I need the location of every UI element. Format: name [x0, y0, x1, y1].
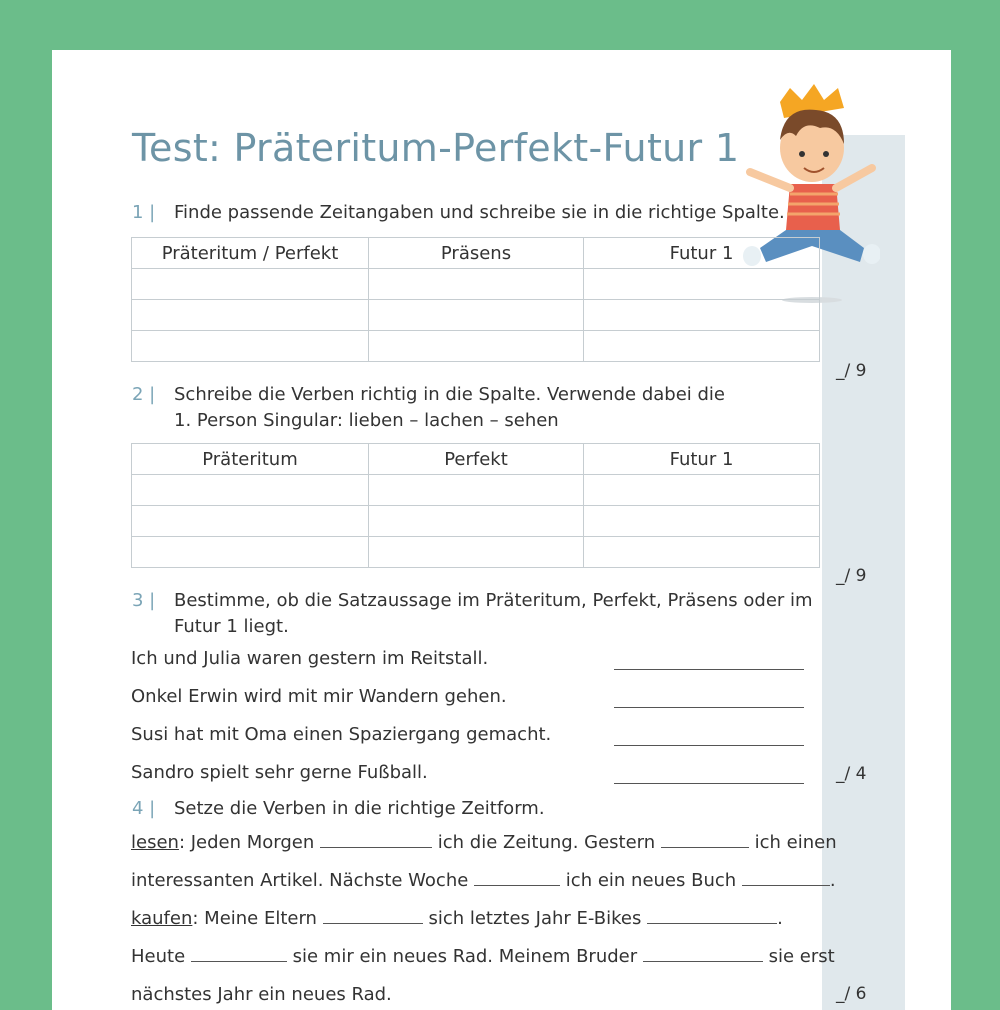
blank-field[interactable] [643, 947, 763, 962]
answer-cell[interactable] [584, 475, 820, 506]
blank-field[interactable] [191, 947, 287, 962]
answer-cell[interactable] [369, 475, 584, 506]
fill-line-2 [131, 870, 836, 891]
table-row [132, 475, 820, 506]
answer-cell[interactable] [584, 300, 820, 331]
answer-cell[interactable] [369, 506, 584, 537]
text-segment: sich letztes Jahr E-Bikes [428, 908, 642, 929]
answer-line[interactable] [614, 668, 804, 670]
task-text: Finde passende Zeitangaben und schreibe sie in die richtige Spalte. [174, 202, 785, 223]
answer-cell[interactable] [132, 506, 369, 537]
answer-cell[interactable] [369, 300, 584, 331]
text-segment: sie erst [768, 946, 835, 967]
task-text: Bestimme, ob die Satzaussage im Präteritum, Perfekt, Präsens oder im [174, 590, 813, 611]
blank-field[interactable] [474, 871, 560, 886]
text-segment: ich ein neues Buch [565, 870, 737, 891]
blank-field[interactable] [742, 871, 830, 886]
answer-line[interactable] [614, 706, 804, 708]
text-segment: : Meine Eltern [192, 908, 317, 929]
answer-cell[interactable] [584, 506, 820, 537]
task-text: Setze die Verben in die richtige Zeitform. [174, 798, 545, 819]
score-task-4: _/ 6 [836, 984, 867, 1004]
answer-line[interactable] [614, 744, 804, 746]
task-number: 2 | [132, 384, 156, 405]
page-title: Test: Präteritum-Perfekt-Futur 1 [132, 126, 740, 170]
text-segment: Heute [131, 946, 186, 967]
task-text-line2: 1. Person Singular: lieben – lachen – sehen [174, 410, 559, 431]
fill-line-5: nächstes Jahr ein neues Rad. [131, 984, 392, 1005]
task-number: 1 | [132, 202, 156, 223]
table-row [132, 300, 820, 331]
text-segment: ich die Zeitung. Gestern [437, 832, 656, 853]
verb-lesen: lesen [131, 832, 179, 853]
score-task-1: _/ 9 [836, 361, 867, 381]
answer-cell[interactable] [369, 269, 584, 300]
text-segment: . [777, 908, 783, 929]
table-row [132, 269, 820, 300]
answer-cell[interactable] [132, 300, 369, 331]
answer-cell[interactable] [369, 331, 584, 362]
answer-cell[interactable] [584, 269, 820, 300]
blank-field[interactable] [661, 833, 749, 848]
fill-line-4 [131, 946, 835, 967]
fill-line-3 [131, 908, 783, 929]
column-header: Präteritum / Perfekt [132, 238, 369, 269]
answer-cell[interactable] [584, 537, 820, 568]
column-header: Futur 1 [584, 238, 820, 269]
column-header: Präsens [369, 238, 584, 269]
answer-line[interactable] [614, 782, 804, 784]
text-segment: sie mir ein neues Rad. Meinem Bruder [292, 946, 638, 967]
task-2-table [131, 443, 820, 568]
text-segment: ich einen [754, 832, 837, 853]
sentence: Onkel Erwin wird mit mir Wandern gehen. [131, 686, 507, 707]
table-row [132, 331, 820, 362]
answer-cell[interactable] [132, 331, 369, 362]
answer-cell[interactable] [132, 537, 369, 568]
answer-cell[interactable] [132, 475, 369, 506]
answer-cell[interactable] [584, 331, 820, 362]
answer-cell[interactable] [132, 269, 369, 300]
verb-kaufen: kaufen [131, 908, 193, 929]
text-segment: : Jeden Morgen [178, 832, 315, 853]
task-number: 3 | [132, 590, 156, 611]
column-header: Futur 1 [584, 444, 820, 475]
sentence: Susi hat mit Oma einen Spaziergang gemacht. [131, 724, 552, 745]
task-text-line2: Futur 1 liegt. [174, 616, 289, 637]
answer-cell[interactable] [369, 537, 584, 568]
column-header: Präteritum [132, 444, 369, 475]
text-segment: interessanten Artikel. Nächste Woche [131, 870, 469, 891]
text-segment: . [829, 870, 836, 891]
blank-field[interactable] [320, 833, 432, 848]
task-1-instruction [132, 200, 785, 226]
table-row [132, 537, 820, 568]
score-task-3: _/ 4 [836, 764, 867, 784]
column-header: Perfekt [369, 444, 584, 475]
fill-line-1 [131, 832, 837, 853]
blank-field[interactable] [323, 909, 423, 924]
task-text: Schreibe die Verben richtig in die Spalte. Verwende dabei die [174, 384, 725, 405]
task-4-instruction [132, 796, 545, 822]
task-2-instruction [132, 382, 725, 434]
task-1-table [131, 237, 820, 362]
sentence: Sandro spielt sehr gerne Fußball. [131, 762, 428, 783]
score-task-2: _/ 9 [836, 566, 867, 586]
task-3-instruction [132, 588, 813, 640]
blank-field[interactable] [647, 909, 777, 924]
table-row [132, 506, 820, 537]
sentence: Ich und Julia waren gestern im Reitstall. [131, 648, 489, 669]
worksheet [52, 50, 951, 1010]
task-number: 4 | [132, 798, 156, 819]
